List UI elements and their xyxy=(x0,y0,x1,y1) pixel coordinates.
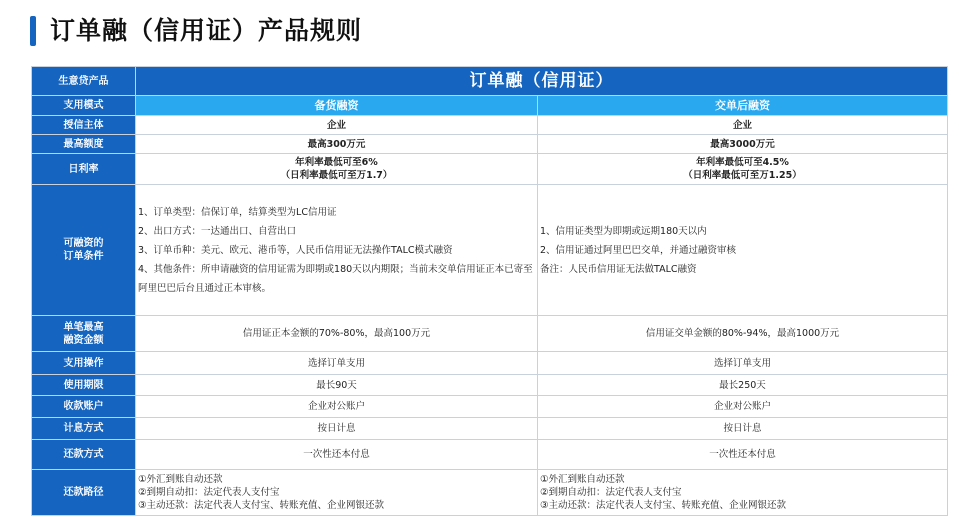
cell-value: 企业 xyxy=(136,116,538,135)
row-header-period: 使用期限 xyxy=(32,375,136,396)
cell-value: 一次性还本付息 xyxy=(538,440,948,470)
cell-value: 最长90天 xyxy=(136,375,538,396)
row-header-mode: 支用模式 xyxy=(32,96,136,116)
condition-line: 1、订单类型：信保订单，结算类型为LC信用证 xyxy=(138,206,337,218)
rate-line: 年利率最低可至4.5% xyxy=(696,157,789,168)
cell-conditions-b xyxy=(538,185,948,316)
row-header-line: 单笔最高 xyxy=(63,321,104,333)
table-row xyxy=(32,440,948,470)
product-rules-table xyxy=(31,66,948,516)
row-header-repay-method: 还款方式 xyxy=(32,440,136,470)
cell-value: 企业对公账户 xyxy=(538,396,948,418)
table-row xyxy=(32,154,948,185)
cell-value: 企业 xyxy=(538,116,948,135)
table-row xyxy=(32,352,948,375)
cell-value: 信用证交单金额的80%-94%，最高1000万元 xyxy=(538,316,948,352)
cell-value xyxy=(136,154,538,185)
table-row xyxy=(32,135,948,154)
row-header-line: 订单条件 xyxy=(63,251,104,262)
row-header-operation: 支用操作 xyxy=(32,352,136,375)
product-name-header: 订单融（信用证） xyxy=(136,67,948,96)
table-row xyxy=(32,418,948,440)
repay-line: ③主动还款：法定代表人支付宝、转账充值、企业网银还款 xyxy=(138,500,385,511)
row-header-line: 融资金额 xyxy=(63,334,104,346)
column-header-post-delivery-financing: 交单后融资 xyxy=(538,96,948,116)
cell-value: 选择订单支用 xyxy=(538,352,948,375)
table-row xyxy=(32,470,948,516)
table-row xyxy=(32,96,948,116)
column-header-stock-financing: 备货融资 xyxy=(136,96,538,116)
table-row xyxy=(32,116,948,135)
cell-value: 最高300万元 xyxy=(136,135,538,154)
repay-line: ①外汇到账自动还款 xyxy=(540,474,625,485)
row-header-interest: 计息方式 xyxy=(32,418,136,440)
condition-line: 3、订单币种：美元、欧元、港币等，人民币信用证无法操作TALC模式融资 xyxy=(138,244,453,256)
table-row xyxy=(32,185,948,316)
row-header-single-max xyxy=(32,316,136,352)
cell-value: 最长250天 xyxy=(538,375,948,396)
cell-value: 选择订单支用 xyxy=(136,352,538,375)
cell-value: 按日计息 xyxy=(136,418,538,440)
condition-line: 阿里巴巴后台且通过正本审核。 xyxy=(138,282,272,294)
cell-value: 一次性还本付息 xyxy=(136,440,538,470)
cell-value: 企业对公账户 xyxy=(136,396,538,418)
table-row xyxy=(32,375,948,396)
cell-value: 信用证正本金额的70%-80%，最高100万元 xyxy=(136,316,538,352)
row-header-conditions xyxy=(32,185,136,316)
cell-repay-path-a xyxy=(136,470,538,516)
condition-line: 2、信用证通过阿里巴巴交单，并通过融资审核 xyxy=(540,244,737,256)
repay-line: ③主动还款：法定代表人支付宝、转账充值、企业网银还款 xyxy=(540,500,787,511)
title-accent-bar xyxy=(30,16,36,46)
row-header-line: 可融资的 xyxy=(63,238,104,249)
table-row xyxy=(32,396,948,418)
condition-line: 备注：人民币信用证无法做TALC融资 xyxy=(540,263,697,275)
repay-line: ②到期自动扣：法定代表人支付宝 xyxy=(138,487,280,498)
row-header-credit-subject: 授信主体 xyxy=(32,116,136,135)
page-title: 订单融（信用证）产品规则 xyxy=(50,16,363,45)
repay-line: ①外汇到账自动还款 xyxy=(138,474,223,485)
row-header-max-amount: 最高额度 xyxy=(32,135,136,154)
cell-value: 最高3000万元 xyxy=(538,135,948,154)
cell-value xyxy=(538,154,948,185)
rate-line: （日利率最低可至万1.25） xyxy=(683,170,802,181)
row-header-repay-path: 还款路径 xyxy=(32,470,136,516)
rate-line: （日利率最低可至万1.7） xyxy=(280,170,393,181)
row-header-daily-rate: 日利率 xyxy=(32,154,136,185)
condition-line: 4、其他条件：所申请融资的信用证需为即期或180天以内期限；当前未交单信用证正本已寄至 xyxy=(138,263,533,275)
table-row xyxy=(32,316,948,352)
condition-line: 1、信用证类型为即期或远期180天以内 xyxy=(540,225,707,237)
cell-conditions-a xyxy=(136,185,538,316)
cell-repay-path-b xyxy=(538,470,948,516)
row-header-product: 生意贷产品 xyxy=(32,67,136,96)
row-header-account: 收款账户 xyxy=(32,396,136,418)
rate-line: 年利率最低可至6% xyxy=(295,157,378,168)
repay-line: ②到期自动扣：法定代表人支付宝 xyxy=(540,487,682,498)
cell-value: 按日计息 xyxy=(538,418,948,440)
condition-line: 2、出口方式：一达通出口、自营出口 xyxy=(138,225,297,237)
table-row xyxy=(32,67,948,96)
